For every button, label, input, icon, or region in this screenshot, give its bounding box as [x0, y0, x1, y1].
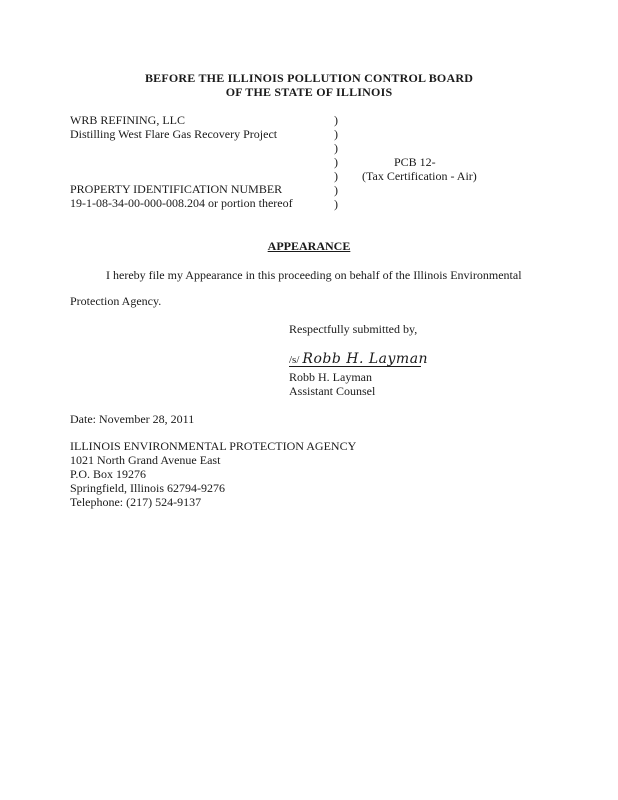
agency-city: Springfield, Illinois 62794-9276	[70, 481, 225, 495]
state-heading: OF THE STATE OF ILLINOIS	[225, 85, 393, 99]
party-name: WRB REFINING, LLC	[70, 113, 185, 127]
case-number: PCB 12-	[394, 155, 436, 169]
caption-paren: )	[334, 141, 338, 155]
appearance-title: APPEARANCE	[267, 239, 351, 253]
caption-paren: )	[334, 155, 338, 169]
project-name: Distilling West Flare Gas Recovery Project	[70, 127, 278, 141]
board-heading: BEFORE THE ILLINOIS POLLUTION CONTROL BOARD	[144, 71, 474, 85]
pin-label: PROPERTY IDENTIFICATION NUMBER	[70, 182, 283, 196]
pin-value: 19-1-08-34-00-000-008.204 or portion thereof	[70, 196, 293, 210]
appearance-paragraph-line2: Protection Agency.	[70, 294, 162, 308]
appearance-paragraph-line1: I hereby file my Appearance in this proceeding on behalf of the Illinois Environmental	[106, 268, 522, 282]
case-type: (Tax Certification - Air)	[362, 169, 477, 183]
signature-prefix: /s/	[289, 354, 300, 366]
caption-paren: )	[334, 127, 338, 141]
date-line: Date: November 28, 2011	[70, 412, 195, 426]
agency-address-line2: P.O. Box 19276	[70, 467, 147, 481]
caption-paren: )	[334, 113, 338, 127]
signature	[289, 351, 428, 367]
agency-name: ILLINOIS ENVIRONMENTAL PROTECTION AGENCY	[70, 439, 357, 453]
caption-paren: )	[334, 197, 338, 211]
agency-address-line1: 1021 North Grand Avenue East	[70, 453, 221, 467]
closing-text: Respectfully submitted by,	[289, 322, 418, 336]
agency-phone: Telephone: (217) 524-9137	[70, 495, 202, 509]
caption-paren: )	[334, 169, 338, 183]
signature-line	[289, 366, 421, 367]
signer-title: Assistant Counsel	[289, 384, 376, 398]
handwritten-signature: Robb H. Layman	[302, 351, 429, 367]
signer-name: Robb H. Layman	[289, 370, 372, 384]
caption-paren: )	[334, 183, 338, 197]
